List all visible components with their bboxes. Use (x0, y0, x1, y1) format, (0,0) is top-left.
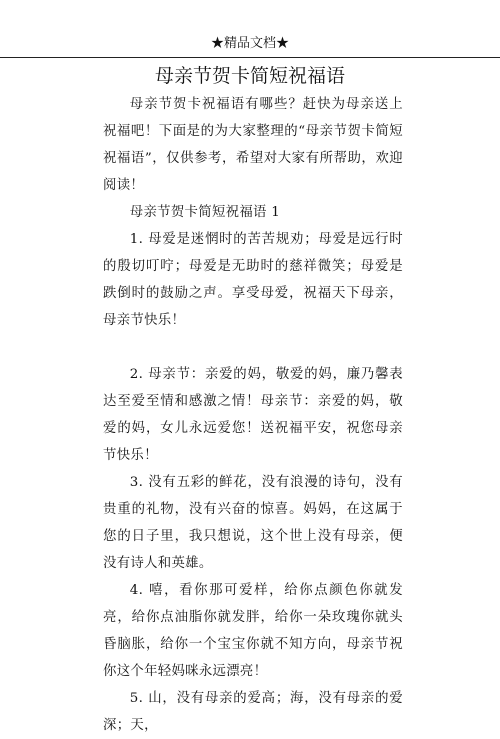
header-divider (0, 57, 500, 58)
list-item: 4. 嘻，看你那可爱样，给你点颜色你就发亮，给你点油脂你就发胖，给你一朵玫瑰你就头昏脑胀，给你一个宝宝你就不知方向，母亲节祝你这个年轻妈咪永远漂亮！ (103, 583, 403, 679)
header-mark: ★精品文档★ (210, 36, 289, 51)
intro-paragraph: 母亲节贺卡祝福语有哪些？赶快为母亲送上祝福吧！下面是的为大家整理的“母亲节贺卡简短祝福语”，仅供参考，希望对大家有所帮助，欢迎阅读！ (103, 97, 403, 193)
document-title: 母亲节贺卡简短祝福语 (154, 65, 345, 87)
list-item: 3. 没有五彩的鲜花，没有浪漫的诗句，没有贵重的礼物，没有兴奋的惊喜。妈妈，在这属于您的日子里，我只想说，这个世上没有母亲，便没有诗人和英雄。 (103, 475, 403, 571)
list-item: 1. 母爱是迷惘时的苦苦规劝；母爱是远行时的殷切叮咛；母爱是无助时的慈祥微笑；母爱是跌倒时的鼓励之声。享受母爱，祝福天下母亲，母亲节快乐！ (103, 232, 403, 328)
list-item: 5. 山，没有母亲的爱高；海，没有母亲的爱深；天， (103, 691, 403, 733)
list-item: 2. 母亲节：亲爱的妈，敬爱的妈，廉乃馨表达至爱至情和感激之情！母亲节：亲爱的妈，敬爱的妈，女儿永远爱您！送祝福平安，祝您母亲节快乐！ (103, 367, 403, 463)
section-heading: 母亲节贺卡简短祝福语 1 (129, 205, 281, 220)
document-body (103, 91, 403, 733)
